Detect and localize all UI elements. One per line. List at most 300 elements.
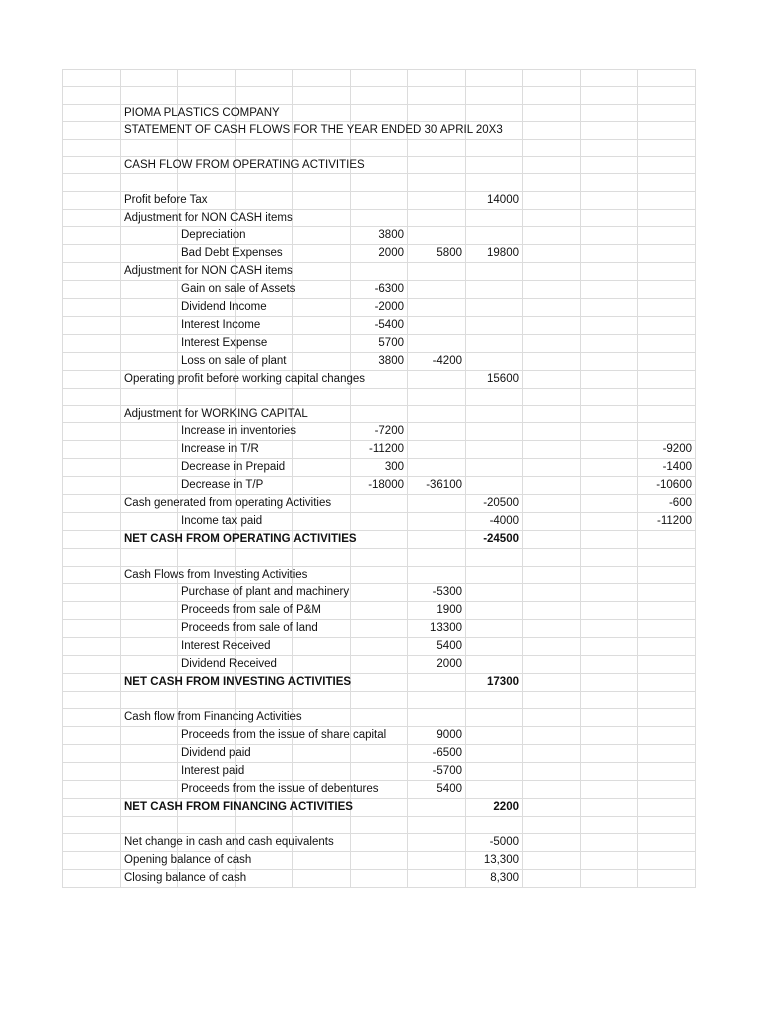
cell[interactable] [121,459,178,477]
cell[interactable] [581,104,638,121]
cell[interactable] [408,334,466,352]
cell[interactable] [581,122,638,139]
cell[interactable] [466,709,523,726]
cell-label[interactable] [178,726,387,744]
cell[interactable] [581,549,638,566]
cell[interactable] [408,513,466,531]
cell-label[interactable] [121,370,366,388]
cell[interactable] [351,584,408,602]
cell[interactable] [466,656,523,674]
cell[interactable] [638,334,696,352]
cell[interactable] [63,656,121,674]
cell[interactable] [523,620,581,638]
cell[interactable] [293,209,351,226]
cell[interactable] [466,209,523,226]
cell[interactable] [523,566,581,583]
cell[interactable] [466,104,523,121]
cell[interactable] [351,834,408,852]
cell[interactable] [351,674,408,692]
cell[interactable] [293,227,351,245]
cell[interactable] [63,174,121,191]
cell[interactable] [581,852,638,870]
cell[interactable] [523,656,581,674]
cell[interactable] [638,584,696,602]
cell[interactable] [523,834,581,852]
cell[interactable] [466,816,523,833]
cell[interactable] [466,156,523,173]
cell[interactable] [581,70,638,87]
cell[interactable] [293,280,351,298]
cell[interactable] [638,174,696,191]
cell-subtotal[interactable]: -6500 [408,744,466,762]
cell-total[interactable]: 13,300 [466,852,523,870]
cell[interactable] [121,816,178,833]
cell[interactable] [63,726,121,744]
cell-label[interactable] [178,477,264,495]
cell[interactable] [581,674,638,692]
cell[interactable] [523,459,581,477]
cell-total[interactable]: 8,300 [466,870,523,888]
cell[interactable] [466,638,523,656]
cell[interactable] [523,191,581,209]
cell[interactable] [121,762,178,780]
cell[interactable] [638,227,696,245]
cell[interactable] [581,87,638,104]
cell[interactable] [638,780,696,798]
cell[interactable] [63,352,121,370]
cell-label[interactable] [121,852,252,870]
cell[interactable] [523,352,581,370]
cell[interactable] [121,334,178,352]
cell[interactable] [523,674,581,692]
cell[interactable] [121,656,178,674]
cell[interactable] [63,870,121,888]
cell[interactable] [523,798,581,816]
cell[interactable] [63,602,121,620]
cell[interactable] [121,298,178,316]
cell[interactable] [121,245,178,263]
cell-label[interactable] [178,780,379,798]
cell[interactable] [351,495,408,513]
cell[interactable] [638,531,696,549]
cell[interactable] [408,692,466,709]
cell[interactable] [523,726,581,744]
cell[interactable] [63,405,121,422]
cell[interactable] [121,87,178,104]
cell[interactable] [638,423,696,441]
cell[interactable] [293,352,351,370]
cell[interactable] [523,370,581,388]
cell[interactable] [351,174,408,191]
cell[interactable] [351,709,408,726]
cell[interactable] [581,870,638,888]
cell[interactable] [351,388,408,405]
cell[interactable] [581,263,638,280]
cell[interactable] [581,191,638,209]
cell[interactable] [581,834,638,852]
cell[interactable] [236,549,293,566]
cell[interactable] [523,531,581,549]
cell-label[interactable] [121,156,365,173]
cell-subtotal[interactable]: -5300 [408,584,466,602]
cell-value[interactable]: 3800 [351,227,408,245]
cell[interactable] [63,441,121,459]
cell[interactable] [638,638,696,656]
cell[interactable] [523,280,581,298]
cell[interactable] [408,423,466,441]
cell[interactable] [581,816,638,833]
cell[interactable] [351,798,408,816]
cell[interactable] [178,87,236,104]
cell[interactable] [293,638,351,656]
cell[interactable] [638,549,696,566]
cell[interactable] [63,816,121,833]
cell[interactable] [121,602,178,620]
cell[interactable] [581,692,638,709]
cell-label[interactable] [121,191,208,209]
cell[interactable] [466,87,523,104]
cell[interactable] [293,477,351,495]
cell[interactable] [351,692,408,709]
cell[interactable] [638,656,696,674]
cell[interactable] [121,388,178,405]
cell[interactable] [581,709,638,726]
cell-subtotal[interactable]: 2000 [408,656,466,674]
cell[interactable] [408,280,466,298]
cell[interactable] [523,122,581,139]
cell[interactable] [293,423,351,441]
cell[interactable] [523,388,581,405]
cell[interactable] [638,352,696,370]
cell[interactable] [466,762,523,780]
cell[interactable] [408,87,466,104]
cell[interactable] [351,405,408,422]
cell[interactable] [581,744,638,762]
cell[interactable] [408,834,466,852]
cell[interactable] [63,209,121,226]
cell[interactable] [121,174,178,191]
cell[interactable] [121,584,178,602]
cell[interactable] [236,87,293,104]
cell[interactable] [523,209,581,226]
cell-label[interactable] [121,122,503,139]
cell[interactable] [581,513,638,531]
cell[interactable] [581,280,638,298]
cell[interactable] [351,638,408,656]
cell[interactable] [236,139,293,156]
cell[interactable] [293,139,351,156]
cell[interactable] [581,566,638,583]
cell[interactable] [581,656,638,674]
cell-label[interactable] [121,209,293,226]
cell[interactable] [523,245,581,263]
cell[interactable] [178,70,236,87]
cell[interactable] [523,709,581,726]
cell-label[interactable] [121,566,308,583]
cell[interactable] [408,709,466,726]
cell[interactable] [63,334,121,352]
cell[interactable] [523,316,581,334]
cell-label[interactable] [178,744,251,762]
cell-value[interactable]: -7200 [351,423,408,441]
cell[interactable] [236,174,293,191]
cell[interactable] [63,692,121,709]
cell[interactable] [121,227,178,245]
cell[interactable] [121,549,178,566]
cell[interactable] [523,87,581,104]
cell[interactable] [581,459,638,477]
cell[interactable] [236,692,293,709]
cell[interactable] [466,388,523,405]
cell-label[interactable] [121,870,247,888]
cell[interactable] [293,656,351,674]
cell[interactable] [523,334,581,352]
cell[interactable] [293,388,351,405]
cell[interactable] [121,513,178,531]
cell[interactable] [466,441,523,459]
cell[interactable] [581,638,638,656]
cell[interactable] [638,209,696,226]
cell[interactable] [408,405,466,422]
cell[interactable] [466,70,523,87]
cell[interactable] [408,139,466,156]
cell[interactable] [63,549,121,566]
cell[interactable] [581,334,638,352]
cell[interactable] [178,174,236,191]
cell-label[interactable] [121,495,332,513]
cell-value[interactable]: -6300 [351,280,408,298]
cell-label[interactable] [178,513,263,531]
cell[interactable] [63,388,121,405]
cell[interactable] [63,762,121,780]
cell[interactable] [408,549,466,566]
cell[interactable] [523,70,581,87]
cell[interactable] [63,459,121,477]
cell[interactable] [523,104,581,121]
cell[interactable] [581,762,638,780]
cell-subtotal[interactable]: 5800 [408,245,466,263]
cell[interactable] [63,566,121,583]
cell[interactable] [293,263,351,280]
cell[interactable] [63,477,121,495]
cell[interactable] [523,405,581,422]
cell[interactable] [121,280,178,298]
cell[interactable] [236,388,293,405]
cell-side-note[interactable]: -9200 [638,441,696,459]
cell[interactable] [523,513,581,531]
cell[interactable] [638,298,696,316]
cell-label[interactable] [178,762,245,780]
cell[interactable] [236,816,293,833]
cell[interactable] [408,459,466,477]
cell[interactable] [408,104,466,121]
cell-subtotal[interactable]: -4200 [408,352,466,370]
cell-value[interactable]: -5400 [351,316,408,334]
cell-label[interactable] [178,280,296,298]
cell[interactable] [523,852,581,870]
cell-label[interactable] [178,584,350,602]
cell[interactable] [121,477,178,495]
cell[interactable] [466,744,523,762]
cell[interactable] [466,459,523,477]
cell[interactable] [63,263,121,280]
cell[interactable] [581,156,638,173]
cell-label[interactable] [121,798,353,816]
cell[interactable] [523,156,581,173]
cell[interactable] [523,441,581,459]
cell[interactable] [293,298,351,316]
cell-value[interactable]: 2000 [351,245,408,263]
cell[interactable] [351,870,408,888]
cell[interactable] [293,549,351,566]
cell[interactable] [638,744,696,762]
cell-total[interactable]: 14000 [466,191,523,209]
cell[interactable] [293,744,351,762]
cell[interactable] [523,602,581,620]
cell[interactable] [63,620,121,638]
cell[interactable] [408,816,466,833]
cell[interactable] [121,744,178,762]
cell[interactable] [293,334,351,352]
cell[interactable] [178,816,236,833]
cell-label[interactable] [178,227,246,245]
cell[interactable] [63,423,121,441]
cell[interactable] [63,531,121,549]
cell[interactable] [63,513,121,531]
cell-subtotal[interactable]: 1900 [408,602,466,620]
cell[interactable] [638,762,696,780]
cell-value[interactable]: 3800 [351,352,408,370]
cell[interactable] [523,780,581,798]
cell[interactable] [638,156,696,173]
cell[interactable] [581,370,638,388]
cell[interactable] [638,245,696,263]
cell[interactable] [466,423,523,441]
cell[interactable] [178,139,236,156]
cell[interactable] [351,209,408,226]
cell-label[interactable] [178,459,286,477]
cell[interactable] [638,798,696,816]
cell[interactable] [351,104,408,121]
cell[interactable] [408,441,466,459]
cell[interactable] [638,388,696,405]
cell[interactable] [638,280,696,298]
cell[interactable] [581,352,638,370]
cell[interactable] [63,495,121,513]
cell[interactable] [351,816,408,833]
cell-label[interactable] [121,104,280,121]
cell[interactable] [121,620,178,638]
cell[interactable] [63,191,121,209]
cell-label[interactable] [178,441,259,459]
cell[interactable] [63,709,121,726]
cell-label[interactable] [178,423,297,441]
cell[interactable] [351,513,408,531]
cell[interactable] [466,780,523,798]
cell[interactable] [523,584,581,602]
cell[interactable] [581,495,638,513]
cell[interactable] [293,816,351,833]
cell[interactable] [351,263,408,280]
cell[interactable] [466,334,523,352]
cell[interactable] [408,191,466,209]
cell[interactable] [351,87,408,104]
cell[interactable] [63,139,121,156]
cell-label[interactable] [121,834,334,852]
cell[interactable] [408,798,466,816]
cell[interactable] [523,174,581,191]
cell[interactable] [581,477,638,495]
cell[interactable] [466,139,523,156]
cell-total[interactable]: -24500 [466,531,523,549]
cell[interactable] [523,638,581,656]
cell[interactable] [581,174,638,191]
cell[interactable] [466,620,523,638]
cell[interactable] [523,298,581,316]
cell[interactable] [523,495,581,513]
cell-value[interactable]: -18000 [351,477,408,495]
cell[interactable] [293,70,351,87]
cell[interactable] [293,459,351,477]
cell[interactable] [581,602,638,620]
cell[interactable] [581,405,638,422]
cell[interactable] [63,638,121,656]
cell[interactable] [466,566,523,583]
cell[interactable] [408,674,466,692]
cell-total[interactable]: 15600 [466,370,523,388]
cell[interactable] [638,602,696,620]
cell[interactable] [638,122,696,139]
cell[interactable] [293,174,351,191]
cell[interactable] [63,780,121,798]
cell[interactable] [581,531,638,549]
cell[interactable] [638,674,696,692]
cell-side-note[interactable]: -10600 [638,477,696,495]
cell[interactable] [581,780,638,798]
cell-label[interactable] [178,602,321,620]
cell[interactable] [466,174,523,191]
cell[interactable] [523,423,581,441]
cell-side-note[interactable]: -11200 [638,513,696,531]
cell[interactable] [638,834,696,852]
cell[interactable] [466,692,523,709]
cell[interactable] [293,762,351,780]
cell-label[interactable] [121,531,357,549]
cell[interactable] [63,245,121,263]
cell[interactable] [408,209,466,226]
cell[interactable] [638,87,696,104]
cell[interactable] [638,191,696,209]
cell[interactable] [638,104,696,121]
cell[interactable] [523,816,581,833]
cell[interactable] [408,316,466,334]
cell[interactable] [466,477,523,495]
cell[interactable] [466,405,523,422]
cell[interactable] [408,370,466,388]
cell[interactable] [121,780,178,798]
cell[interactable] [581,726,638,744]
cell[interactable] [63,744,121,762]
cell[interactable] [351,602,408,620]
cell[interactable] [466,316,523,334]
cell[interactable] [236,191,293,209]
cell[interactable] [466,227,523,245]
cell-value[interactable]: -2000 [351,298,408,316]
cell[interactable] [63,280,121,298]
cell[interactable] [63,316,121,334]
cell-label[interactable] [178,638,271,656]
cell-total[interactable]: -4000 [466,513,523,531]
